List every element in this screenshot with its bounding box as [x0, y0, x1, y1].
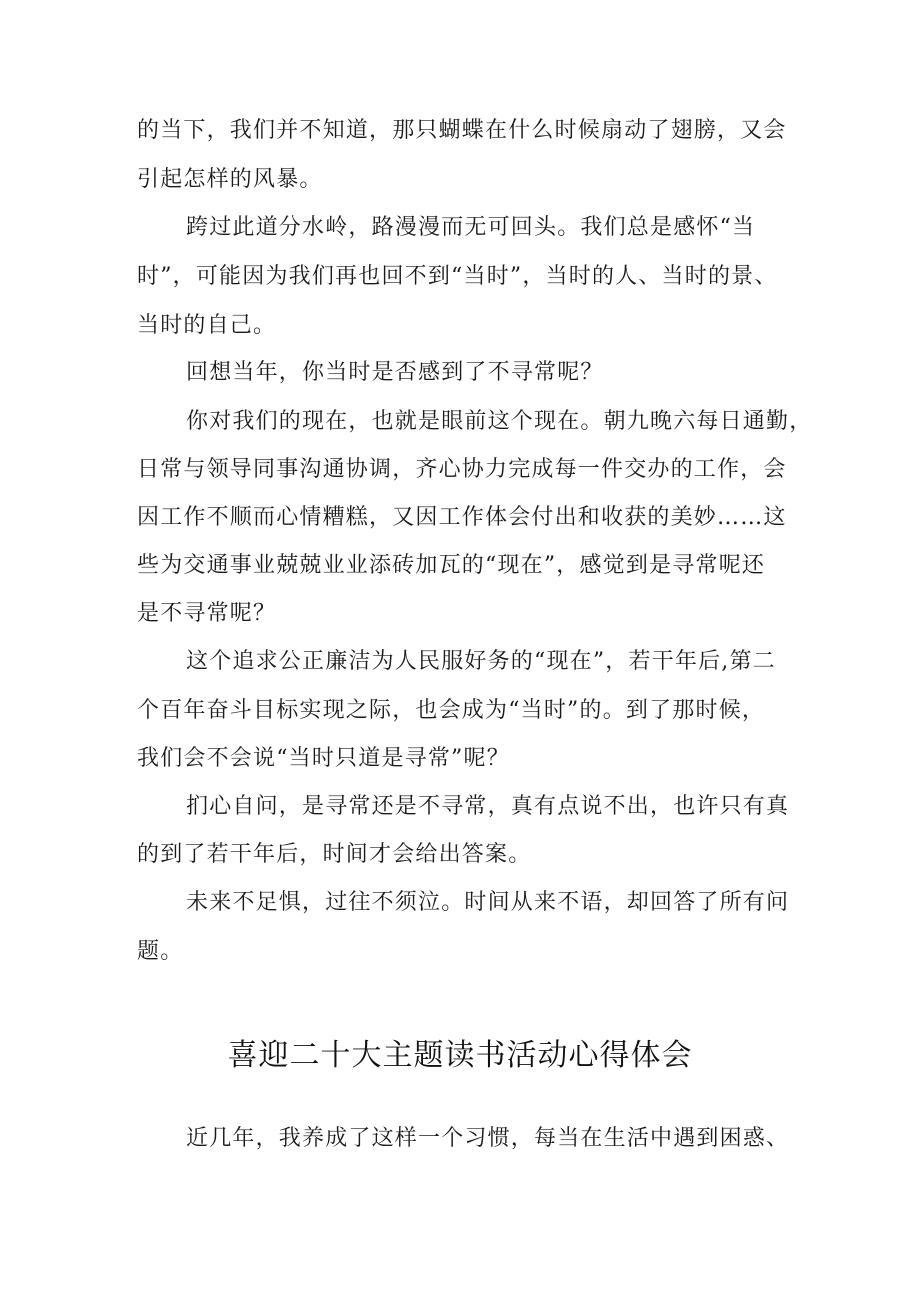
paragraph-2-line-1: 跨过此道分水岭，路漫漫而无可回头。我们总是感怀“当: [186, 215, 756, 240]
paragraph-5-line-2: 个百年奋斗目标实现之际，也会成为“当时”的。到了那时候，: [137, 698, 766, 723]
section-heading: 喜迎二十大主题读书活动心得体会: [227, 1038, 693, 1073]
paragraph-2-line-2: 时”，可能因为我们再也回不到“当时”，当时的人、当时的景、: [137, 264, 778, 289]
paragraph-7-line-2: 题。: [137, 939, 184, 964]
paragraph-6-line-2: 的到了若干年后，时间才会给出答案。: [137, 842, 532, 867]
paragraph-5-line-1: 这个追求公正廉洁为人民服好务的“现在”，若干年后,第二: [186, 649, 776, 674]
paragraph-1-line-2: 引起怎样的风暴。: [137, 167, 323, 192]
paragraph-3-line-1: 回想当年，你当时是否感到了不寻常呢？: [186, 360, 604, 385]
paragraph-5-line-3: 我们会不会说“当时只道是寻常”呢？: [137, 746, 510, 771]
paragraph-4-line-3: 因工作不顺而心情糟糕，又因工作体会付出和收获的美妙……这: [137, 505, 787, 530]
paragraph-1-line-1: 的当下，我们并不知道，那只蝴蝶在什么时候扇动了翅膀，又会: [137, 118, 787, 143]
paragraph-6-line-1: 扪心自问，是寻常还是不寻常，真有点说不出，也许只有真: [186, 794, 790, 819]
paragraph-4-line-1: 你对我们的现在，也就是眼前这个现在。朝九晚六每日通勤，: [186, 409, 813, 434]
next-paragraph-line-1: 近几年，我养成了这样一个习惯，每当在生活中遇到困惑、: [186, 1126, 790, 1151]
paragraph-2-line-3: 当时的自己。: [137, 313, 277, 338]
paragraph-4-line-2: 日常与领导同事沟通协调，齐心协力完成每一件交办的工作，会: [137, 457, 787, 482]
paragraph-4-line-4: 些为交通事业兢兢业业添砖加瓦的“现在”，感觉到是寻常呢还: [137, 553, 766, 578]
paragraph-4-line-5: 是不寻常呢？: [137, 601, 277, 626]
paragraph-7-line-1: 未来不足惧，过往不须泣。时间从来不语，却回答了所有问: [186, 890, 790, 915]
